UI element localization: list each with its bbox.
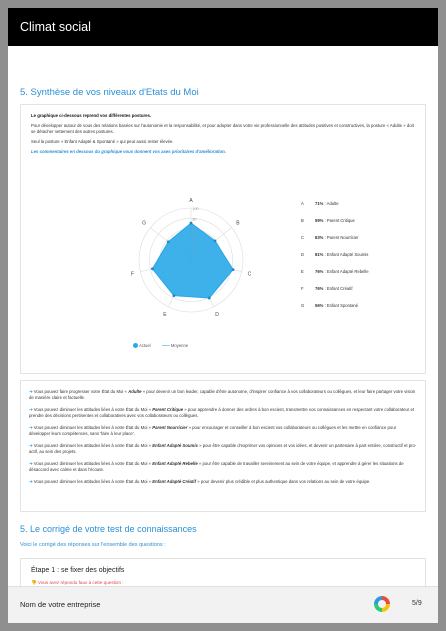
radar-axis-label: G	[142, 220, 147, 227]
legend-actuel-marker	[133, 343, 138, 348]
legend-actuel-label: Actuel	[138, 343, 151, 348]
wrong-answer-text: Vous avez répondu faux à cette question :	[38, 580, 124, 585]
posture-separator: :	[323, 303, 327, 308]
posture-separator: :	[323, 218, 327, 223]
posture-row	[301, 269, 369, 274]
radar-axis-label: D	[215, 312, 219, 319]
posture-letter: C	[301, 235, 305, 240]
advice-lead: Vous pouvez diminuer les attitudes liées à votre État du Moi «	[33, 443, 153, 448]
posture-label: Enfant Créatif	[326, 286, 353, 291]
posture-label: Enfant Adapté Soumis	[326, 252, 369, 257]
section-title-2: 5. Le corrigé de votre test de connaissances	[20, 524, 197, 534]
page-content	[8, 46, 438, 586]
advice-rest: » pour devenir plus crédible et plus authentique dans vos relations au sein de votre équipe.	[196, 479, 371, 484]
thumbs-down-icon: 👎	[31, 580, 37, 585]
advice-lead: Vous pouvez diminuer les attitudes liées à votre État du Moi «	[33, 425, 153, 430]
advice-rest: » pour être capable d'exprimer vos opinions et vos idées, et devenir un partenaire à part entière, constructif et pro-actif, au sein des projets.	[29, 443, 417, 454]
arrow-icon: ➔	[29, 461, 34, 466]
posture-percent: 71%	[315, 201, 324, 206]
arrow-icon: ➔	[29, 425, 34, 430]
posture-label: Parent Critique	[326, 218, 355, 223]
posture-letter: D	[301, 252, 305, 257]
advice-key: Parent Critique	[152, 407, 184, 412]
posture-row	[301, 218, 355, 223]
advice-key: Enfant Adapté Créatif	[152, 479, 197, 484]
advice-item	[29, 461, 417, 473]
advice-item	[29, 389, 417, 401]
posture-percent: 56%	[315, 303, 324, 308]
advice-lead: Vous pouvez diminuer les attitudes liées à votre État du Moi «	[33, 479, 153, 484]
posture-label: Adulte	[326, 201, 339, 206]
advice-item	[29, 443, 417, 455]
posture-row	[301, 201, 339, 206]
arrow-icon: ➔	[29, 443, 34, 448]
radar-tick-label: 40	[192, 238, 197, 243]
radar-tick-label: 20	[192, 248, 197, 253]
advice-key: Adulte	[128, 389, 142, 394]
arrow-icon: ➔	[29, 479, 34, 484]
posture-percent: 81%	[315, 252, 324, 257]
posture-percent: 76%	[315, 269, 324, 274]
posture-letter: E	[301, 269, 304, 274]
advice-key: Enfant Adapté Rebelle	[152, 461, 198, 466]
advice-item	[29, 425, 417, 437]
posture-letter: B	[301, 218, 304, 223]
advice-lead: Vous pouvez diminuer les attitudes liées à votre État du Moi «	[33, 407, 153, 412]
document-page	[8, 8, 438, 623]
posture-letter: F	[301, 286, 304, 291]
posture-separator: :	[323, 269, 327, 274]
posture-letter: G	[301, 303, 305, 308]
advice-rest: » pour apprendre à donner des ordres à bon escient, transmettre vos connaissances en respectant votre collaborateur et prendre des décisions pertinentes et collaboratives avec vos collaborateurs ou collègues.	[29, 407, 415, 418]
radar-point	[208, 297, 211, 300]
radar-point	[190, 222, 193, 225]
synthesis-intro	[21, 105, 425, 167]
radar-point	[232, 268, 235, 271]
radar-tick-label: 60	[192, 227, 197, 232]
arrow-icon: ➔	[29, 407, 34, 412]
posture-separator: :	[323, 252, 327, 257]
legend-moyenne-label: Moyenne	[170, 343, 189, 348]
advice-key: Enfant Adapté Soumis	[152, 443, 198, 448]
corrige-card	[20, 558, 426, 586]
posture-letter: A	[301, 201, 304, 206]
advice-item	[29, 407, 417, 419]
legend-moyenne-marker	[162, 345, 170, 346]
advice-card	[20, 380, 426, 512]
synthesis-card	[20, 104, 426, 374]
radar-axis-label: E	[163, 312, 167, 319]
advice-rest: » pour devenir un bon leader, capable d'être autonome, d'inspirer confiance à vos collaborateurs ou collègues, et leur faire partager votre vision de manière claire et factuelle.	[29, 389, 416, 400]
posture-label: Enfant Spontané	[326, 303, 359, 308]
section-subtitle: Voici le corrigé des réponses sur l'ensemble des questions :	[20, 542, 166, 548]
step-title: Étape 1 : se fixer des objectifs	[31, 567, 125, 574]
posture-row	[301, 252, 368, 257]
posture-separator: :	[323, 286, 327, 291]
posture-row	[301, 303, 358, 308]
posture-row	[301, 286, 353, 291]
intro-highlight: Les commentaires en dessous du graphique vous donnent vos axes prioritaires d'amélioration.	[31, 149, 226, 154]
radar-tick-label: 100	[192, 207, 199, 211]
radar-chart	[101, 185, 281, 335]
advice-rest: » pour encourager et conseiller à bon escient vos collaborateurs ou collègues et les mettre en confiance pour développer leurs compétences, sans 'faire à leur place'.	[29, 425, 397, 436]
radar-axis-label: A	[189, 198, 193, 204]
advice-item	[29, 479, 417, 485]
intro-text-2: Seul la posture « Enfant Adapté & Spontané » qui peut aussi rester élevée.	[31, 139, 174, 144]
section-title: 5. Synthèse de vos niveaux d'Etats du Moi	[20, 87, 199, 98]
company-name: Nom de votre entreprise	[20, 600, 101, 609]
advice-list	[29, 389, 417, 485]
posture-percent: 76%	[315, 286, 324, 291]
radar-series-actuel	[152, 223, 233, 298]
radar-point	[167, 240, 170, 243]
advice-rest: » pour être capable de travailler sereinement au sein de votre équipe, et apprendre à gérer les situations de désaccord avec calme et dans l'écoute.	[29, 461, 404, 472]
radar-axis-label: B	[236, 220, 240, 227]
posture-separator: :	[323, 235, 327, 240]
radar-tick-label: 80	[192, 217, 197, 222]
posture-separator: :	[323, 201, 327, 206]
page-footer	[8, 586, 438, 623]
radar-point	[214, 239, 217, 242]
posture-percent: 83%	[315, 235, 324, 240]
intro-bold: Le graphique ci-dessous reprend vos différentes postures.	[31, 113, 152, 118]
advice-lead: Vous pouvez faire progresser votre État du Moi «	[33, 389, 129, 394]
posture-label: Parent Nourricier	[326, 235, 359, 240]
radar-axis-label: C	[247, 271, 252, 278]
advice-key: Parent Nourricier	[152, 425, 188, 430]
report-title: Climat social	[20, 20, 91, 34]
page-number: 5/9	[412, 600, 422, 607]
radar-axis-label: F	[130, 271, 135, 278]
posture-row	[301, 235, 359, 240]
radar-point	[151, 267, 154, 270]
radar-point	[172, 294, 175, 297]
brand-logo-icon	[374, 596, 390, 612]
advice-lead: Vous pouvez diminuer les attitudes liées à votre État du Moi «	[33, 461, 153, 466]
top-bar	[8, 8, 438, 46]
posture-percent: 59%	[315, 218, 324, 223]
chart-legend	[133, 343, 188, 348]
arrow-icon: ➔	[29, 389, 34, 394]
intro-text: Pour développer autour de vous des relations basées sur l'autonomie et la responsabilité, et pour adopter dans votre vie professionnelle des attitudes positives et constructives, la posture « Adulte » doit se détacher nettement des autres postures.	[31, 123, 414, 134]
posture-label: Enfant Adapté Rebelle	[326, 269, 369, 274]
